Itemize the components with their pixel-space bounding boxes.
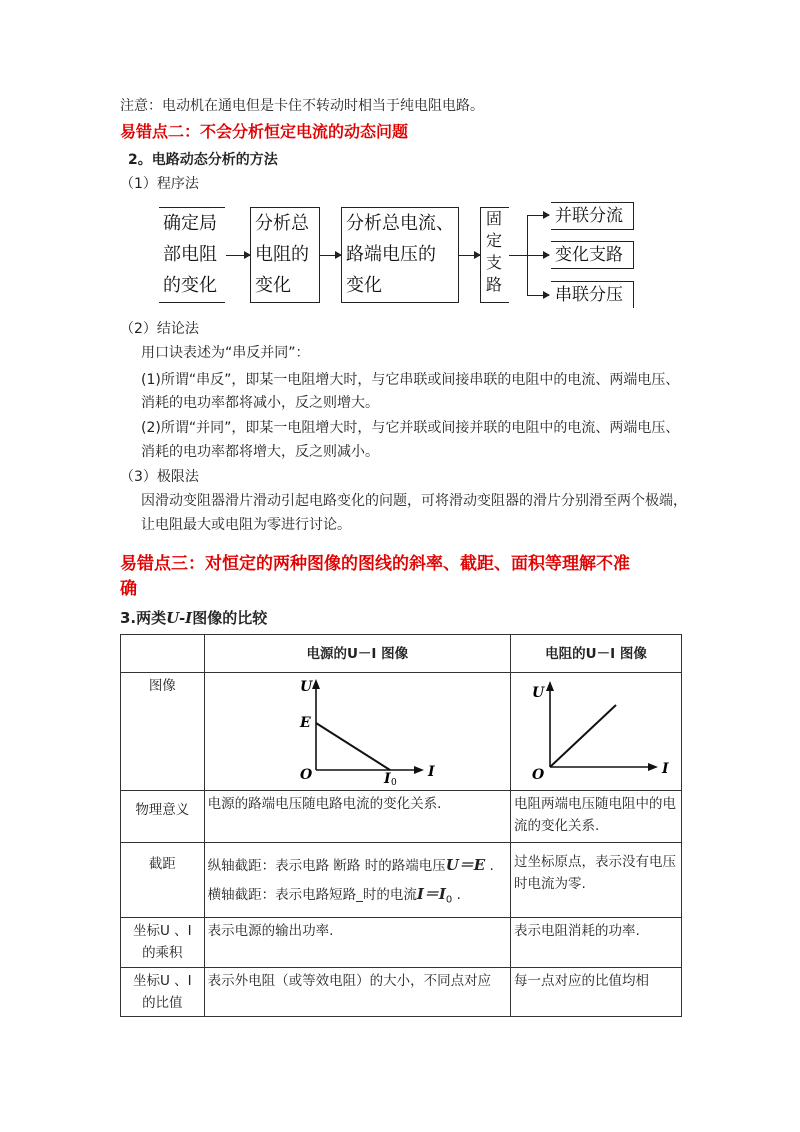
flow-box-1-line-1: 确定局 — [163, 213, 217, 234]
source-graph-cell — [204, 673, 510, 791]
source-graph-x-label: I — [427, 764, 435, 780]
table-row-product — [121, 917, 682, 967]
flow-box-4-char-4: 路 — [486, 275, 503, 294]
row-ratio-label-b: 的比值 — [142, 994, 183, 1011]
table-row-meaning — [121, 791, 682, 843]
resistor-graph-x-arrow — [648, 763, 658, 771]
table-header-empty — [121, 635, 205, 673]
flow-result-2 — [551, 241, 634, 269]
flow-box-2-line-2: 电阻的 — [255, 244, 309, 265]
section3-sub-prefix: 3.两类 — [120, 609, 167, 627]
method2-label: （2）结论法 — [120, 321, 199, 337]
section3-heading-line1: 易错点三：对恒定的两种图像的图线的斜率、截距、面积等理解不准 — [120, 554, 630, 574]
comparison-table — [120, 634, 682, 1017]
intercept-line-1 — [208, 851, 507, 880]
row-product-label-b: 的乘积 — [142, 944, 183, 961]
table-header-row — [121, 635, 682, 673]
flow-box-3 — [341, 207, 459, 303]
flow-box-2-line-1: 分析总 — [255, 213, 309, 234]
resistor-graph — [528, 675, 678, 785]
method2-intro: 用口诀表述为“串反并同”： — [141, 345, 310, 361]
flow-arrow-3 — [458, 255, 480, 256]
source-graph-e-label: E — [299, 715, 311, 731]
resistor-graph-origin-label: O — [531, 767, 545, 783]
flow-result-1 — [551, 202, 634, 230]
flow-arrow-1 — [226, 255, 250, 256]
method2-p1-line1: (1)所谓“串反”，即某一电阻增大时，与它串联或间接串联的电阻中的电流、两端电压、 — [141, 372, 680, 388]
section3-sub-suffix: 图像的比较 — [192, 609, 268, 627]
source-graph-origin-label: O — [299, 767, 312, 783]
method2-p1-line2: 消耗的电功率都将减小，反之则增大。 — [141, 395, 379, 411]
intercept-line-1-eq: U＝E — [445, 856, 486, 874]
section2-subheading: 2。电路动态分析的方法 — [128, 152, 278, 168]
method1-label: （1）程序法 — [120, 176, 199, 192]
table-row-intercept — [121, 843, 682, 918]
row-meaning-source: 电源的路端电压随电路电流的变化关系. — [204, 791, 510, 843]
row-ratio-source: 表示外电阻（或等效电阻）的大小，不同点对应 — [204, 967, 510, 1016]
note-text: 注意：电动机在通电但是卡住不转动时相当于纯电阻电路。 — [120, 98, 484, 114]
row-intercept-resistor: 过坐标原点，表示没有电压时电流为零. — [510, 843, 681, 918]
flow-box-4 — [480, 207, 509, 303]
intercept-line-1-text: 纵轴截距：表示电路 断路 时的路端电压 — [207, 858, 446, 874]
method2-p2-line1: (2)所谓“并同”，即某一电阻增大时，与它并联或间接并联的电阻中的电流、两端电压、 — [141, 420, 680, 436]
method3-label: （3）极限法 — [120, 469, 199, 485]
resistor-graph-line — [550, 705, 616, 767]
intercept-line-2-sub: 0 — [445, 894, 453, 906]
flow-box-2-line-3: 变化 — [255, 275, 291, 296]
flow-box-2 — [250, 207, 320, 303]
row-product-source: 表示电源的输出功率. — [204, 917, 510, 967]
source-graph-i0-sub: 0 — [390, 778, 397, 785]
resistor-graph-y-label: U — [531, 685, 545, 701]
flow-box-1-line-2: 部电阻 — [163, 244, 217, 265]
row-image-label: 图像 — [121, 673, 205, 791]
flow-box-3-line-2: 路端电压的 — [346, 244, 436, 265]
row-product-label — [121, 917, 205, 967]
row-product-resistor: 表示电阻消耗的功率. — [510, 917, 681, 967]
flow-box-4-char-3: 支 — [486, 253, 503, 272]
row-intercept-label: 截距 — [121, 843, 205, 918]
source-graph-y-label: U — [299, 679, 312, 695]
flow-box-3-line-3: 变化 — [346, 275, 382, 296]
source-graph-i0-label: I — [383, 771, 391, 785]
flow-box-3-line-1: 分析总电流、 — [346, 213, 454, 234]
flow-arrow-mid — [509, 255, 549, 256]
flow-box-4-char-1: 固 — [486, 209, 503, 228]
section3-sub-italic: U-I — [166, 609, 193, 627]
flow-box-1-line-3: 的变化 — [163, 275, 217, 296]
intercept-line-2-eq: I＝I — [416, 885, 446, 903]
intercept-line-1-dot: . — [485, 858, 494, 874]
source-graph-y-arrow — [312, 679, 320, 689]
table-row-image — [121, 673, 682, 791]
source-graph-line — [316, 723, 390, 770]
flow-result-3-label: 串联分压 — [555, 285, 623, 305]
source-graph-x-arrow — [414, 766, 424, 774]
flow-result-2-label: 变化支路 — [555, 245, 623, 265]
row-meaning-label: 物理意义 — [121, 791, 205, 843]
resistor-graph-y-arrow — [546, 681, 554, 691]
resistor-graph-x-label: I — [661, 761, 669, 777]
row-ratio-label-a: 坐标U 、I — [132, 972, 192, 989]
row-meaning-resistor: 电阻两端电压随电阻中的电流的变化关系. — [510, 791, 681, 843]
section2-heading: 易错点二：不会分析恒定电流的动态问题 — [120, 122, 409, 141]
row-product-label-a: 坐标U 、I — [132, 922, 192, 939]
table-row-ratio — [121, 967, 682, 1016]
row-ratio-resistor: 每一点对应的比值均相 — [510, 967, 681, 1016]
flow-box-1 — [159, 207, 225, 303]
flow-arrow-bottom — [527, 295, 549, 296]
flow-arrow-top — [527, 215, 549, 216]
source-graph — [298, 675, 458, 785]
flow-result-1-label: 并联分流 — [555, 206, 623, 226]
section3-subheading — [120, 607, 267, 629]
intercept-line-2: 横轴截距：表示电路短路_时的电流$I=I_0$ . — [207, 885, 461, 906]
row-intercept-source — [204, 843, 510, 918]
resistor-graph-cell — [510, 673, 681, 791]
row-ratio-label — [121, 967, 205, 1016]
flow-arrow-2 — [319, 255, 341, 256]
method3-line2: 让电阻最大或电阻为零进行讨论。 — [141, 517, 351, 533]
method2-p2-line2: 消耗的电功率都将增大，反之则减小。 — [141, 444, 379, 460]
flow-box-4-char-2: 定 — [486, 231, 503, 250]
flow-result-3 — [551, 281, 634, 308]
method3-line1: 因滑动变阻器滑片滑动引起电路变化的问题，可将滑动变阻器的滑片分别滑至两个极端， — [141, 493, 687, 509]
table-header-source: 电源的U－I 图像 — [204, 635, 510, 673]
table-header-resistor: 电阻的U－I 图像 — [510, 635, 681, 673]
section3-heading-line2: 确 — [120, 579, 137, 599]
intercept-line-2-text: 横轴截距：表示电路短路_时的电流 — [207, 887, 417, 903]
